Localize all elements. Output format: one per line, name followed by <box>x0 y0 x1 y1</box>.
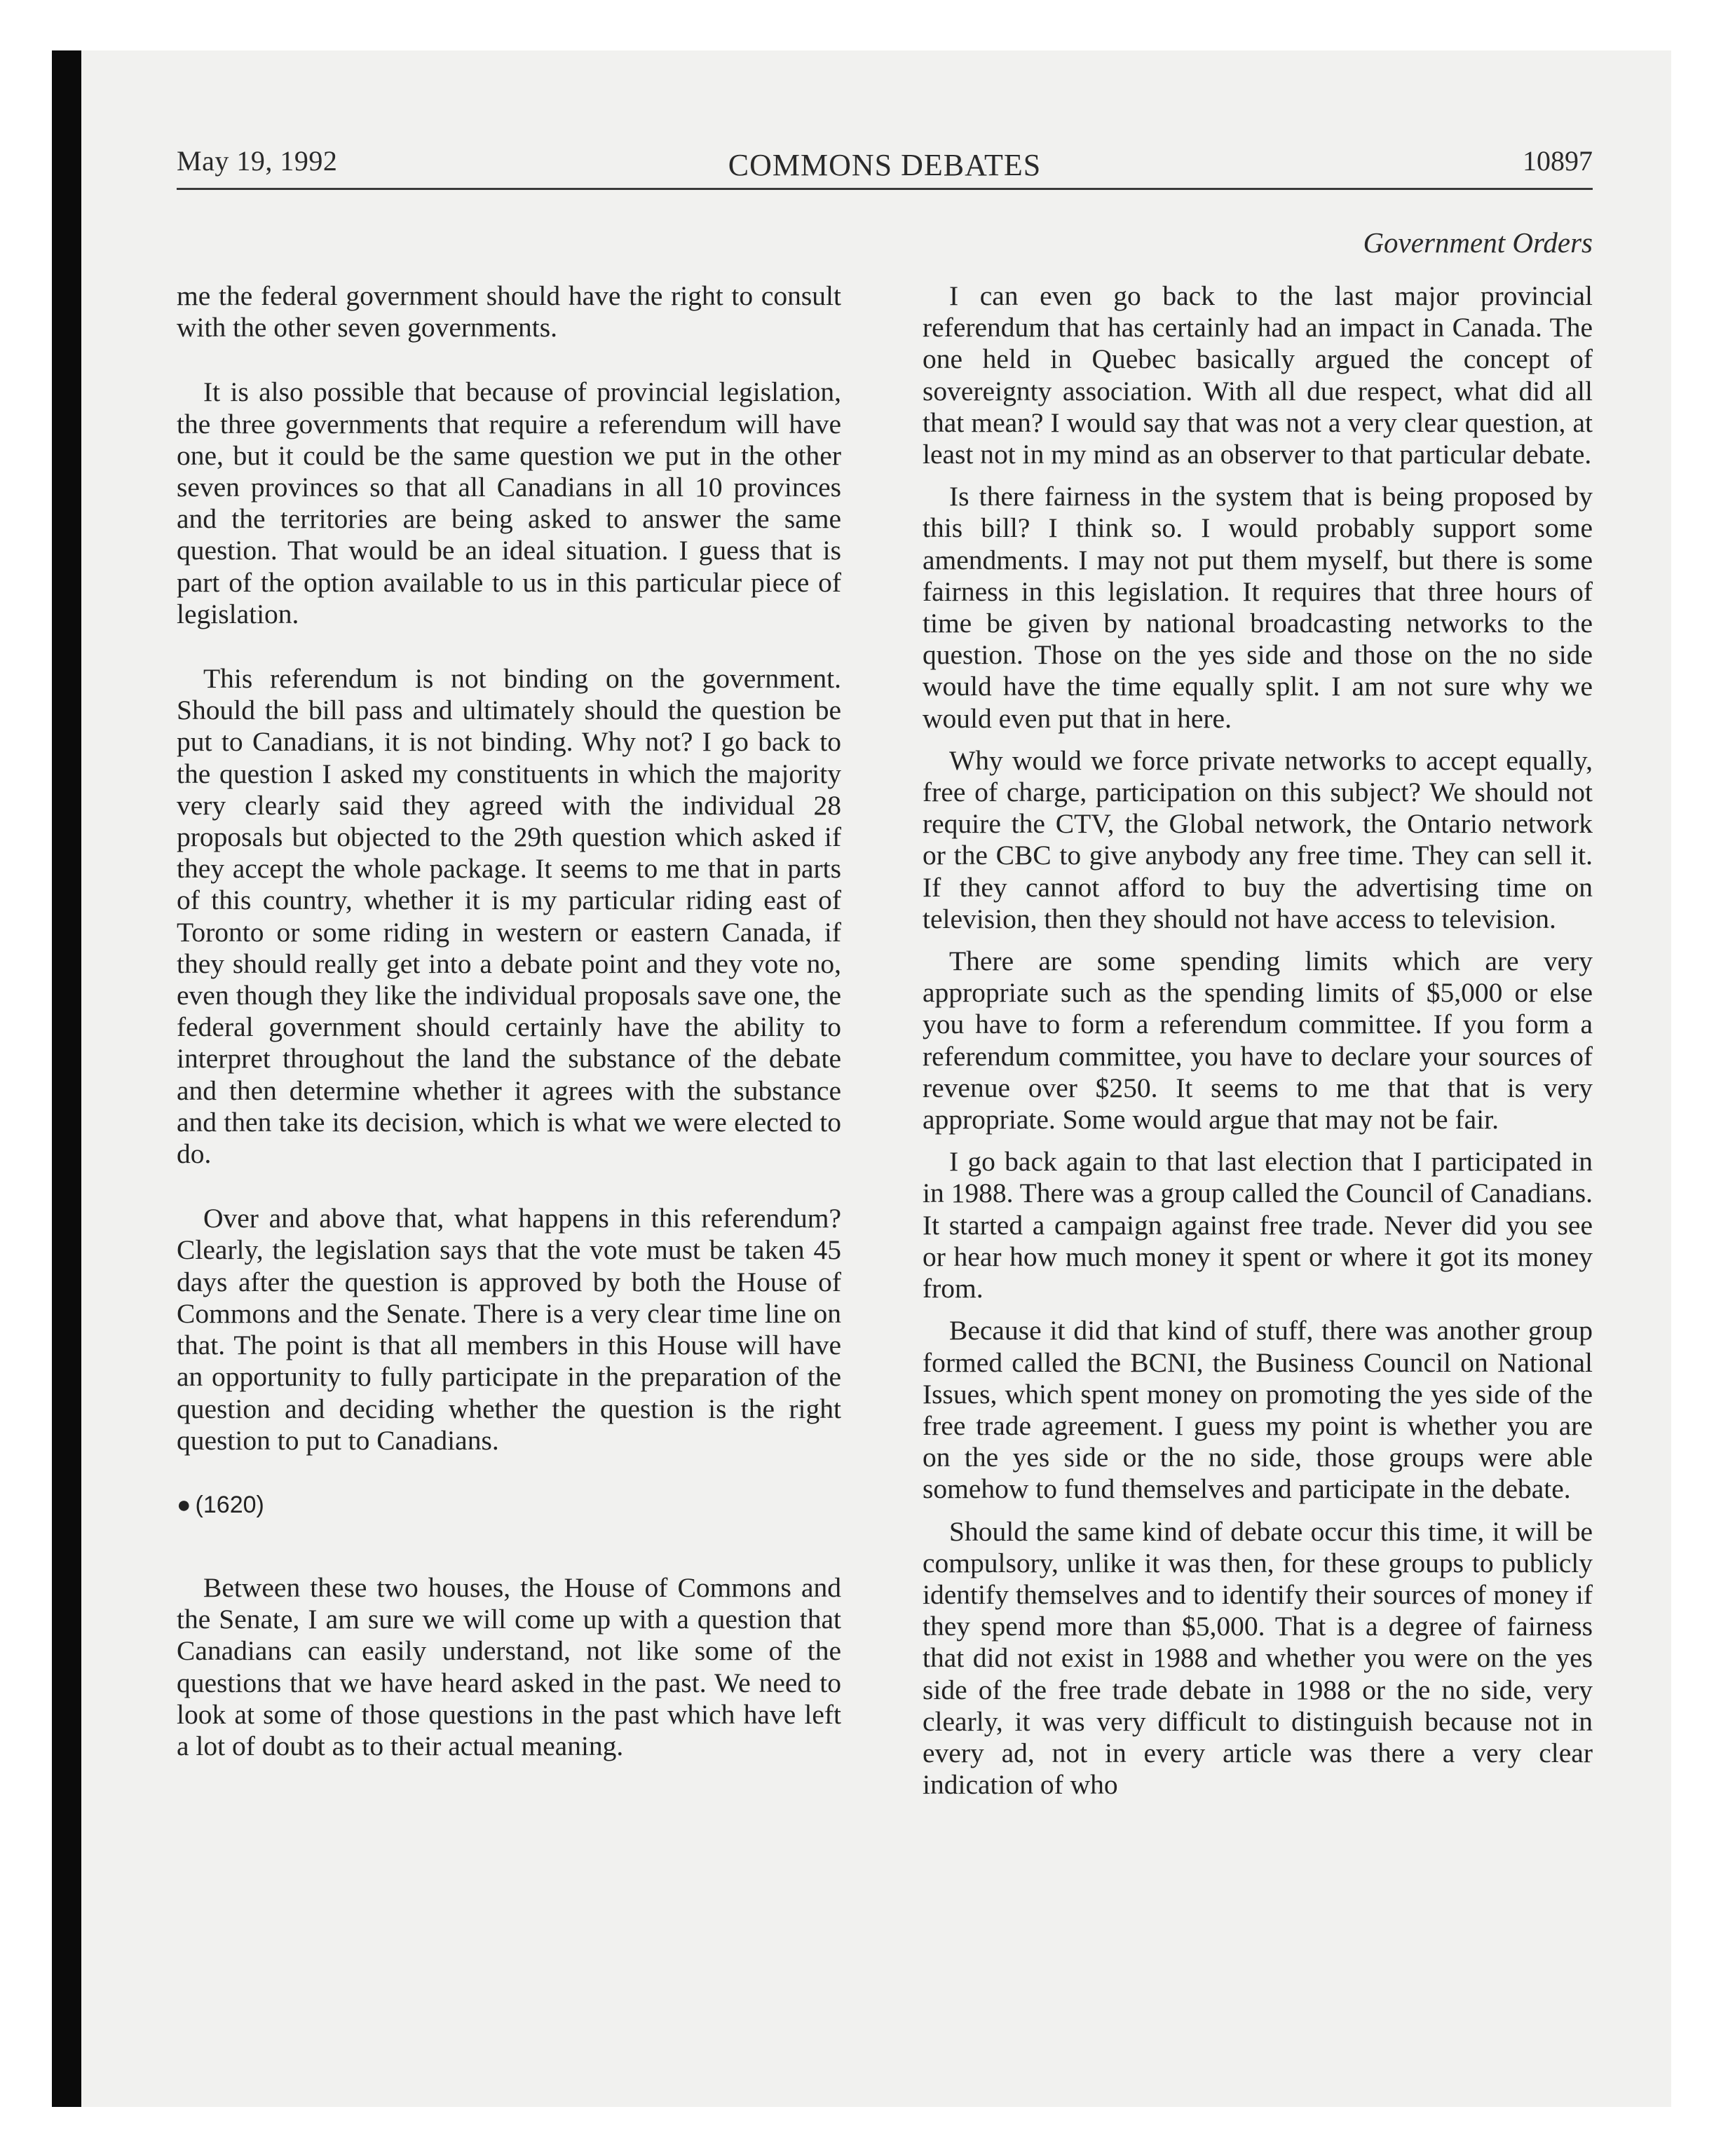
paragraph: Should the same kind of debate occur this time, it will be compulsory, unlike it was then, for these groups to publicly identify themselves and to identify their sources of money if they spend more than $5,000. That is a degree of fairness that did not exist in 1988 and whether you were on the yes side of the free trade debate in 1988 or the no side, very clearly, it was very difficult to distinguish because not in every ad, not in every article was there a very clear indication of who <box>923 1515 1593 1801</box>
paragraph: me the federal government should have the right to consult with the other seven governments. <box>177 280 841 343</box>
time-marker <box>177 1489 841 1521</box>
paragraph: I can even go back to the last major provincial referendum that has certainly had an impact in Canada. The one held in Quebec basically argued the concept of sovereignty association. With all due respect, what did all that mean? I would say that was not a very clear question, at least not in my mind as an observer to that particular debate. <box>923 280 1593 470</box>
page-number: 10897 <box>1523 145 1593 177</box>
paragraph: I go back again to that last election that I participated in in 1988. There was a group called the Council of Canadians. It started a campaign against free trade. Never did you see or hear how much money it spent or where it got its money from. <box>923 1146 1593 1304</box>
bullet-icon: ● <box>177 1491 191 1518</box>
paragraph: This referendum is not binding on the government. Should the bill pass and ultimately should the question be put to Canadians, it is not binding. Why not? I go back to the question I asked my constituents in which the majority very clearly said they agreed with the individual 28 proposals but objected to the 29th question which asked if they accept the whole package. It seems to me that in parts of this country, whether it is my particular riding east of Toronto or some riding in western or eastern Canada, if they should really get into a debate point and they vote no, even though they like the individual proposals save one, the federal government should certainly have the ability to interpret throughout the land the substance of the debate and then determine whether it agrees with the substance and then take its decision, which is what we were elected to do. <box>177 663 841 1170</box>
paragraph: Because it did that kind of stuff, there was another group formed called the BCNI, the Business Council on National Issues, which spent money on promoting the yes side of the free trade agreement. I guess my point is whether you are on the yes side or the no side, those groups were able somehow to fund themselves and participate in the debate. <box>923 1315 1593 1505</box>
header-title: COMMONS DEBATES <box>728 148 1042 182</box>
paragraph: Is there fairness in the system that is being proposed by this bill? I think so. I would probably support some amendments. I may not put them myself, but there is some fairness in this legislation. It requires that three hours of time be given by national broadcasting networks to the question. Those on the yes side and those on the no side would have the time equally split. I am not sure why we would even put that in here. <box>923 481 1593 734</box>
paragraph: It is also possible that because of provincial legislation, the three governments that require a referendum will have one, but it could be the same question we put in the other seven provinces so that all Canadians in all 10 provinces and the territories are being asked to answer the same question. That would be an ideal situation. I guess that is part of the option available to us in this particular piece of legislation. <box>177 376 841 629</box>
paragraph: Between these two houses, the House of Commons and the Senate, I am sure we will come up with a question that Canadians can easily understand, not like some of the questions that we have heard asked in the past. We need to look at some of those questions in the past which have left a lot of doubt as to their actual meaning. <box>177 1571 841 1761</box>
paragraph: Over and above that, what happens in this referendum? Clearly, the legislation says that the vote must be taken 45 days after the question is approved by both the House of Commons and the Senate. There is a very clear time line on that. The point is that all members in this House will have an opportunity to fully participate in the preparation of the question and deciding whether the question is the right question to put to Canadians. <box>177 1203 841 1456</box>
paragraph: Why would we force private networks to accept equally, free of charge, participation on this subject? We should not require the CTV, the Global network, the Ontario network or the CBC to give anybody any free time. They can sell it. If they cannot afford to buy the advertising time on television, then they should not have access to television. <box>923 744 1593 934</box>
running-header <box>177 144 1593 186</box>
section-label: Government Orders <box>1363 226 1593 259</box>
header-date: May 19, 1992 <box>177 145 338 177</box>
header-rule <box>177 188 1593 190</box>
left-column <box>177 280 841 1795</box>
right-column <box>923 280 1593 1811</box>
paragraph: There are some spending limits which are very appropriate such as the spending limits of $5,000 or else you have to form a referendum committee. If you form a referendum committee, you have to declare your sources of revenue over $250. It seems to me that that is very appropriate. Some would argue that may not be fair. <box>923 946 1593 1135</box>
time-marker-text: (1620) <box>195 1491 264 1518</box>
binding-shadow <box>52 50 81 2107</box>
